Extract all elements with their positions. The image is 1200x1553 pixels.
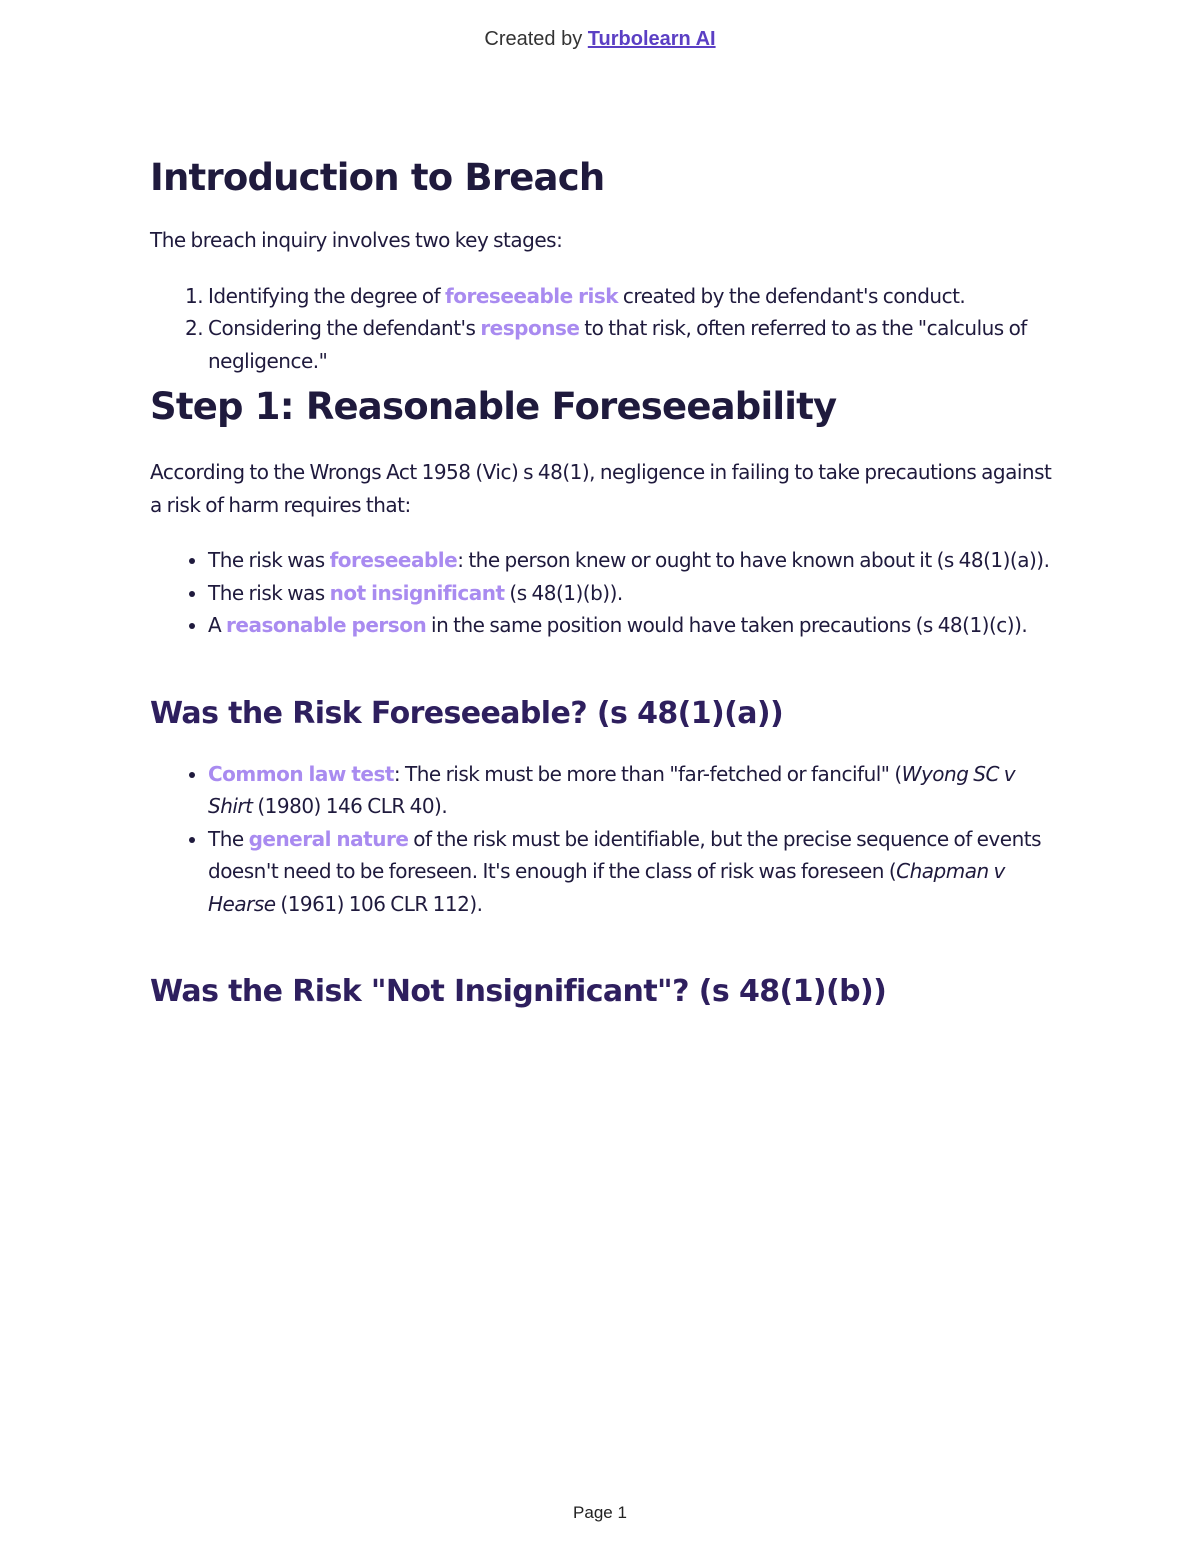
- case-name: Chapman v Hearse: [208, 859, 1005, 916]
- header-prefix: Created by: [484, 28, 583, 50]
- case-name: Wyong SC v Shirt: [208, 761, 1016, 818]
- turbolearn-link[interactable]: Turbolearn AI: [587, 28, 716, 50]
- highlight-term: reasonable person: [226, 613, 427, 637]
- page-number: Page 1: [573, 1503, 627, 1522]
- page-header: [0, 28, 1200, 51]
- highlight-term: foreseeable risk: [445, 283, 619, 308]
- intro-steps-list: [150, 280, 1055, 378]
- highlight-term: foreseeable: [329, 548, 458, 572]
- step1-heading: Step 1: Reasonable Foreseeability: [150, 385, 837, 428]
- intro-heading: Introduction to Breach: [150, 156, 605, 199]
- requirement-item: • A reasonable person in the same position would have taken precautions (s 48(1)(c)).: [208, 609, 1055, 642]
- step1-requirements-list: [150, 544, 1055, 642]
- foreseeable-list: [150, 758, 1055, 921]
- requirement-item: • The risk was not insignificant (s 48(1)(b)).: [208, 577, 1055, 610]
- foreseeable-heading: Was the Risk Foreseeable? (s 48(1)(a)): [150, 695, 784, 731]
- insignificant-heading: Was the Risk "Not Insignificant"? (s 48(1)(b)): [150, 974, 887, 1009]
- highlight-term: response: [480, 316, 580, 340]
- intro-step: 1. Identifying the degree of foreseeable risk created by the defendant's conduct.: [208, 280, 1055, 313]
- highlight-term: Common law test: [208, 761, 394, 786]
- step1-lead: According to the Wrongs Act 1958 (Vic) s 48(1), negligence in failing to take precautions against a risk of harm requires that:: [150, 460, 1052, 517]
- requirement-item: • The risk was foreseeable: the person knew or ought to have known about it (s 48(1)(a)).: [208, 544, 1055, 577]
- intro-step: 2. Considering the defendant's response to that risk, often referred to as the "calculus of negligence.": [208, 312, 1055, 377]
- foreseeable-item: • Common law test: The risk must be more than "far-fetched or fanciful" (Wyong SC v Shirt (1980) 146 CLR 40).: [208, 758, 1055, 823]
- document-body: [150, 152, 1055, 1014]
- highlight-term: general nature: [248, 826, 409, 851]
- intro-lead: The breach inquiry involves two key stages:: [150, 228, 563, 252]
- highlight-term: not insignificant: [329, 580, 505, 605]
- foreseeable-item: • The general nature of the risk must be identifiable, but the precise sequence of events doesn't need to be foreseen. It's enough if the class of risk was foreseen (Chapman v Hearse (1961) 106 CLR 112).: [208, 823, 1055, 921]
